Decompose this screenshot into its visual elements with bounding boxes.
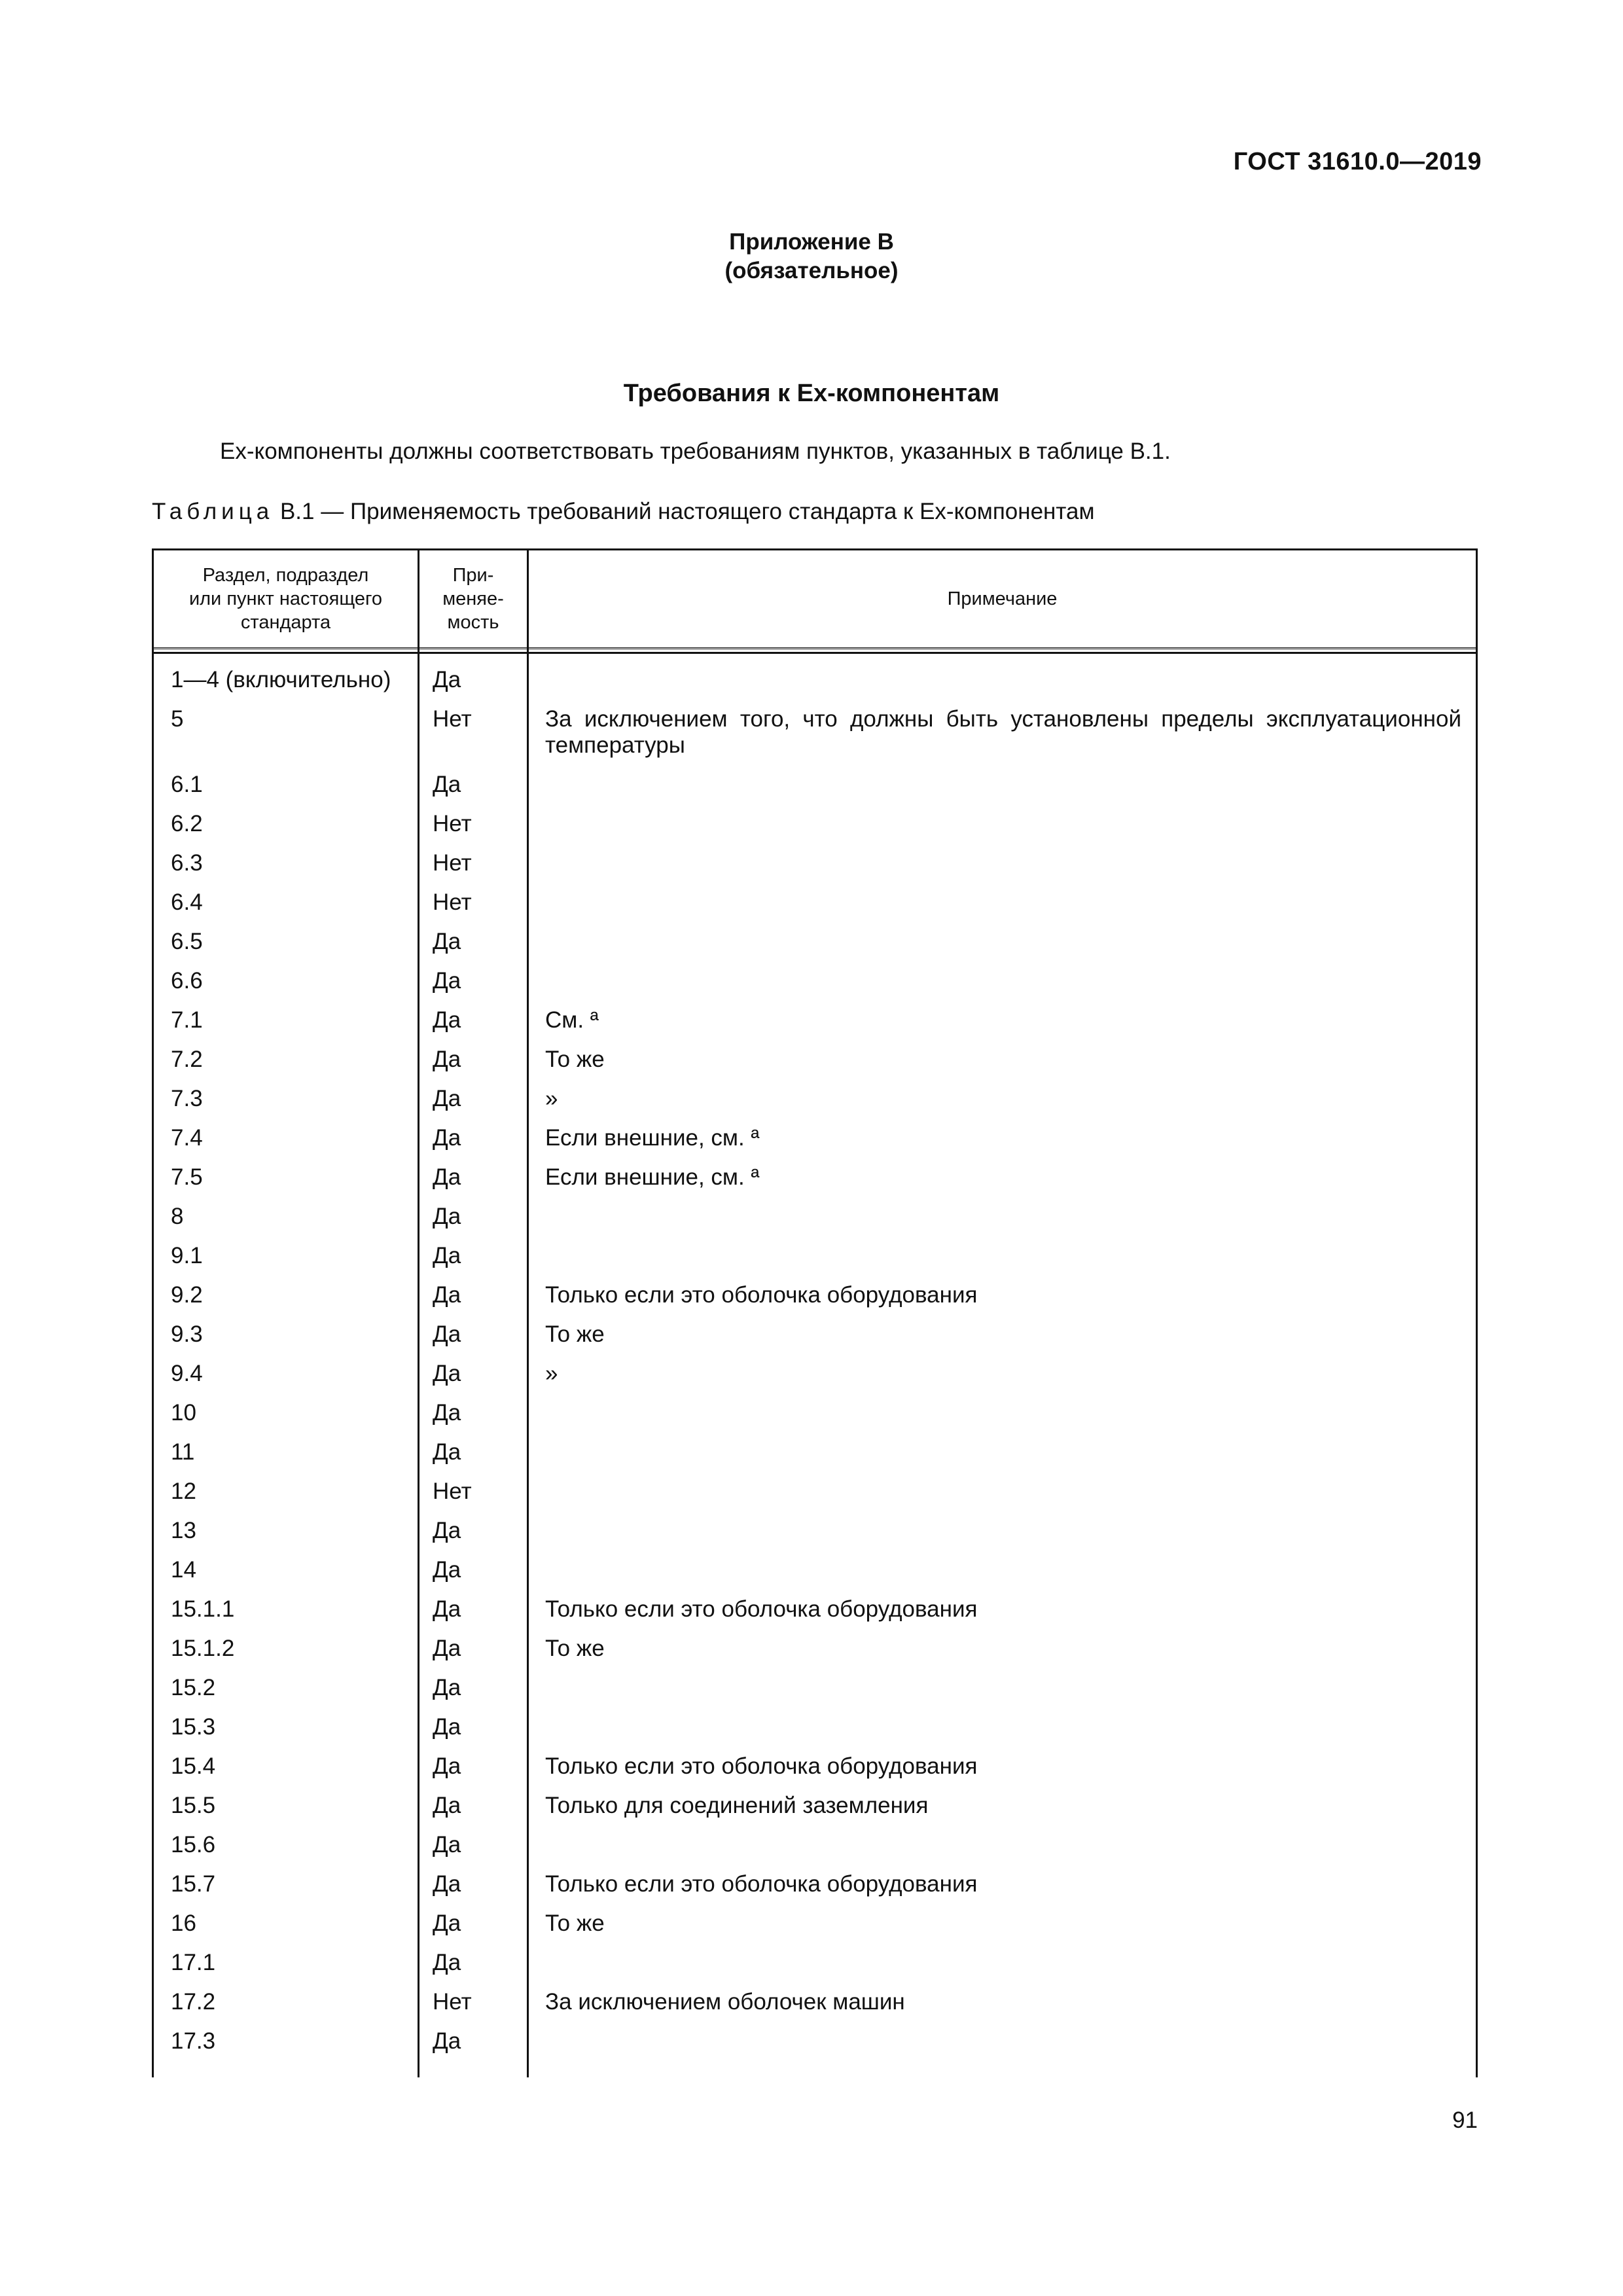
cell-applicability: Да — [433, 1125, 461, 1151]
cell-note — [545, 1393, 1461, 1433]
cell-section: 7.2 — [171, 1047, 203, 1072]
table-header — [154, 550, 1476, 649]
cell-applicability: Да — [433, 1596, 461, 1622]
table-row — [154, 883, 1476, 922]
cell-section: 17.3 — [171, 2028, 216, 2054]
page-number: 91 — [1452, 2108, 1478, 2133]
cell-section: 8 — [171, 1204, 184, 1229]
cell-section: 15.2 — [171, 1675, 216, 1700]
table-row — [154, 1865, 1476, 1904]
table-caption-prefix: Таблица — [152, 499, 274, 524]
cell-section: 15.5 — [171, 1793, 216, 1818]
cell-note: Только если это оболочка оборудования — [545, 1871, 978, 1897]
table-row — [154, 1276, 1476, 1315]
table-row — [154, 1904, 1476, 1943]
cell-applicability: Нет — [433, 811, 472, 836]
cell-applicability: Да — [433, 1204, 461, 1229]
table-row — [154, 1943, 1476, 1982]
cell-section: 9.1 — [171, 1243, 203, 1268]
cell-applicability: Да — [433, 1793, 461, 1818]
cell-applicability: Да — [433, 1282, 461, 1308]
table-caption-text: В.1 — Применяемость требований настоящего стандарта к Ex-компонентам — [274, 499, 1095, 524]
cell-note: Только если это оболочка оборудования — [545, 1753, 978, 1779]
cell-section: 15.1.1 — [171, 1596, 235, 1622]
table-row — [154, 1825, 1476, 1865]
cell-applicability: Да — [433, 772, 461, 797]
cell-section: 9.3 — [171, 1321, 203, 1347]
cell-note — [545, 883, 1461, 922]
cell-section: 7.4 — [171, 1125, 203, 1151]
cell-section: 6.3 — [171, 850, 203, 876]
table-row — [154, 1433, 1476, 1472]
applicability-table — [152, 548, 1478, 2077]
cell-applicability: Да — [433, 1164, 461, 1190]
cell-applicability: Да — [433, 1047, 461, 1072]
table-row — [154, 1001, 1476, 1040]
cell-applicability: Да — [433, 1871, 461, 1897]
intro-paragraph: Ex-компоненты должны соответствовать требованиям пунктов, указанных в таблице В.1. — [220, 439, 1171, 464]
cell-note: » — [545, 1086, 558, 1111]
table-row — [154, 1197, 1476, 1236]
table-caption — [152, 499, 1095, 525]
appendix-heading — [0, 228, 1623, 285]
cell-note — [545, 1236, 1461, 1276]
cell-section: 10 — [171, 1400, 196, 1426]
cell-note: Если внешние, см. ª — [545, 1125, 760, 1151]
cell-applicability: Да — [433, 968, 461, 994]
cell-section: 7.3 — [171, 1086, 203, 1111]
cell-section: 6.1 — [171, 772, 203, 797]
table-row — [154, 1511, 1476, 1551]
cell-note — [545, 1433, 1461, 1472]
cell-applicability: Да — [433, 1400, 461, 1426]
cell-note: » — [545, 1361, 558, 1386]
cell-note — [545, 1708, 1461, 1747]
table-row — [154, 1551, 1476, 1590]
header-section: Раздел, подраздел или пункт настоящего стандарта — [188, 565, 383, 633]
table-row — [154, 660, 1476, 700]
cell-applicability: Да — [433, 1753, 461, 1779]
table-row — [154, 1786, 1476, 1825]
cell-note — [545, 765, 1461, 804]
cell-applicability: Да — [433, 1321, 461, 1347]
cell-applicability: Да — [433, 1910, 461, 1936]
cell-note: За исключением оболочек машин — [545, 1989, 905, 2015]
cell-note: Только если это оболочка оборудования — [545, 1596, 978, 1622]
cell-section: 13 — [171, 1518, 196, 1543]
table-row — [154, 1708, 1476, 1747]
cell-note — [545, 1472, 1461, 1511]
cell-applicability: Да — [433, 1439, 461, 1465]
cell-section: 7.5 — [171, 1164, 203, 1190]
table-row — [154, 1629, 1476, 1668]
table-row — [154, 1158, 1476, 1197]
cell-section: 1—4 (включительно) — [171, 667, 391, 692]
cell-applicability: Нет — [433, 1479, 472, 1504]
table-row — [154, 922, 1476, 961]
cell-applicability: Да — [433, 1714, 461, 1740]
table-row — [154, 1393, 1476, 1433]
cell-section: 7.1 — [171, 1007, 203, 1033]
cell-section: 12 — [171, 1479, 196, 1504]
document-code: ГОСТ 31610.0—2019 — [1233, 148, 1482, 175]
cell-section: 15.7 — [171, 1871, 216, 1897]
cell-note — [545, 922, 1461, 961]
cell-applicability: Да — [433, 1518, 461, 1543]
cell-note: Только если это оболочка оборудования — [545, 1282, 978, 1308]
cell-note — [545, 1551, 1461, 1590]
cell-section: 6.4 — [171, 889, 203, 915]
table-row — [154, 961, 1476, 1001]
cell-note: То же — [545, 1910, 605, 1936]
table-row — [154, 1040, 1476, 1079]
cell-section: 9.4 — [171, 1361, 203, 1386]
cell-note — [545, 1668, 1461, 1708]
cell-section: 15.4 — [171, 1753, 216, 1779]
cell-note: За исключением того, что должны быть установлены пределы эксплуатационной температуры — [545, 706, 1461, 758]
cell-note: То же — [545, 1321, 605, 1347]
table-row — [154, 1079, 1476, 1119]
cell-section: 11 — [171, 1439, 195, 1465]
cell-applicability: Да — [433, 1636, 461, 1661]
appendix-title: Приложение В — [729, 229, 894, 255]
table-row — [154, 1747, 1476, 1786]
table-row — [154, 2022, 1476, 2061]
table-row — [154, 1315, 1476, 1354]
cell-applicability: Да — [433, 1557, 461, 1583]
table-row — [154, 765, 1476, 804]
cell-section: 17.2 — [171, 1989, 216, 2015]
cell-applicability: Да — [433, 1361, 461, 1386]
cell-note — [545, 844, 1461, 883]
table-row — [154, 1982, 1476, 2022]
cell-applicability: Да — [433, 1243, 461, 1268]
cell-note — [545, 961, 1461, 1001]
cell-section: 17.1 — [171, 1950, 216, 1975]
cell-applicability: Нет — [433, 1989, 472, 2015]
cell-section: 6.2 — [171, 811, 203, 836]
cell-applicability: Нет — [433, 850, 472, 876]
cell-section: 9.2 — [171, 1282, 203, 1308]
cell-applicability: Да — [433, 1832, 461, 1857]
cell-applicability: Да — [433, 1007, 461, 1033]
appendix-status: (обязательное) — [724, 258, 899, 283]
table-row — [154, 1668, 1476, 1708]
cell-section: 6.5 — [171, 929, 203, 954]
cell-section: 16 — [171, 1910, 196, 1936]
cell-note — [545, 1943, 1461, 1982]
cell-note — [545, 660, 1461, 700]
cell-section: 14 — [171, 1557, 196, 1583]
table-body — [154, 660, 1476, 2061]
cell-note: Если внешние, см. ª — [545, 1164, 760, 1190]
cell-section: 6.6 — [171, 968, 203, 994]
cell-section: 15.3 — [171, 1714, 216, 1740]
cell-note — [545, 2022, 1461, 2061]
cell-applicability: Да — [433, 2028, 461, 2054]
table-row — [154, 1354, 1476, 1393]
table-row — [154, 1236, 1476, 1276]
cell-note: Только для соединений заземления — [545, 1793, 929, 1818]
cell-section: 15.6 — [171, 1832, 216, 1857]
cell-applicability: Да — [433, 667, 461, 692]
cell-applicability: Да — [433, 1675, 461, 1700]
cell-note — [545, 1825, 1461, 1865]
table-row — [154, 1590, 1476, 1629]
cell-applicability: Да — [433, 929, 461, 954]
cell-section: 5 — [171, 706, 184, 732]
table-row — [154, 1119, 1476, 1158]
table-row — [154, 804, 1476, 844]
cell-section: 15.1.2 — [171, 1636, 235, 1661]
cell-applicability: Нет — [433, 889, 472, 915]
cell-note: См. ª — [545, 1007, 599, 1033]
table-row — [154, 844, 1476, 883]
cell-applicability: Нет — [433, 706, 472, 732]
header-note: Примечание — [947, 588, 1058, 609]
table-row — [154, 700, 1476, 765]
cell-note — [545, 1197, 1461, 1236]
table-row — [154, 1472, 1476, 1511]
cell-note: То же — [545, 1047, 605, 1072]
header-applicability: При- меняе- мость — [442, 565, 504, 633]
cell-applicability: Да — [433, 1950, 461, 1975]
cell-note — [545, 1511, 1461, 1551]
section-title: Требования к Ex-компонентам — [623, 380, 1000, 407]
cell-note — [545, 804, 1461, 844]
cell-note: То же — [545, 1636, 605, 1661]
cell-applicability: Да — [433, 1086, 461, 1111]
